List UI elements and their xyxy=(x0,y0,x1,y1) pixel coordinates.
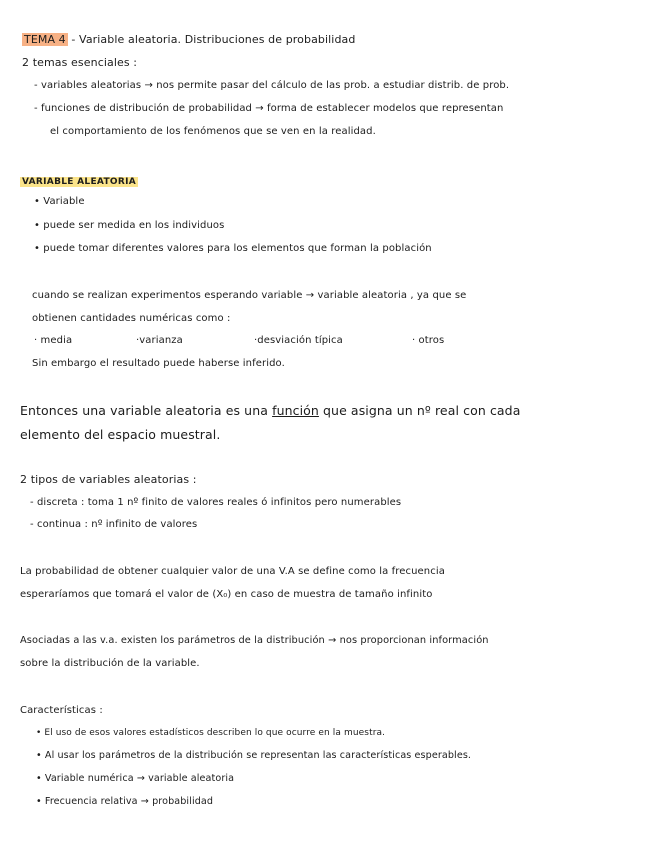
intro-item-functions-cont: el comportamiento de los fenómenos que se ven en la realidad. xyxy=(50,126,376,137)
va-bullet-1: • Variable xyxy=(34,196,85,207)
page-title xyxy=(22,33,355,46)
definition-pre: Entonces una variable aleatoria es una xyxy=(20,403,273,418)
parameters-line1: Asociadas a las v.a. existen los parámetros de la distribución → nos proporcionan información xyxy=(20,635,489,646)
va-paragraph-line1: cuando se realizan experimentos esperando variable → variable aleatoria , ya que se xyxy=(32,290,467,301)
features-title: Características : xyxy=(20,705,103,716)
type-continua: - continua : nº infinito de valores xyxy=(30,519,198,530)
va-paragraph-line2: obtienen cantidades numéricas como : xyxy=(32,313,231,324)
feature-item-4: • Frecuencia relativa → probabilidad xyxy=(36,796,214,807)
stat-media: · media xyxy=(34,335,73,346)
probability-line2: esperaríamos que tomará el valor de (X₀) en caso de muestra de tamaño infinito xyxy=(20,589,433,600)
title-text: - Variable aleatoria. Distribuciones de probabilidad xyxy=(67,33,356,46)
probability-line1: La probabilidad de obtener cualquier valor de una V.A se define como la frecuencia xyxy=(20,566,445,577)
definition-post: que asigna un nº real con cada xyxy=(318,403,521,418)
section-heading-va xyxy=(20,174,138,187)
feature-item-3: • Variable numérica → variable aleatoria xyxy=(36,773,235,784)
intro-line: 2 temas esenciales : xyxy=(22,56,138,69)
definition-line1 xyxy=(20,403,520,418)
type-discreta: - discreta : toma 1 nº finito de valores reales ó infinitos pero numerables xyxy=(30,497,402,508)
stat-desviacion: ·desviación típica xyxy=(254,335,343,346)
va-bullet-3: • puede tomar diferentes valores para los elementos que forman la población xyxy=(34,243,432,254)
definition-keyword: función xyxy=(272,403,319,418)
va-bullet-2: • puede ser medida en los individuos xyxy=(34,220,225,231)
stat-otros: · otros xyxy=(412,335,445,346)
topic-tag: TEMA 4 xyxy=(24,33,66,46)
intro-item-variables: - variables aleatorias → nos permite pasar del cálculo de las prob. a estudiar distrib. de prob. xyxy=(34,80,510,91)
parameters-line2: sobre la distribución de la variable. xyxy=(20,658,200,669)
definition-line2: elemento del espacio muestral. xyxy=(20,427,221,442)
feature-item-2: • Al usar los parámetros de la distribución se representan las características esperables. xyxy=(36,750,472,761)
va-paragraph-line3: Sin embargo el resultado puede haberse inferido. xyxy=(32,358,285,369)
feature-item-1: • El uso de esos valores estadísticos describen lo que ocurre en la muestra. xyxy=(36,728,386,738)
section-heading-label: VARIABLE ALEATORIA xyxy=(22,177,136,187)
types-title: 2 tipos de variables aleatorias : xyxy=(20,473,197,486)
intro-item-functions: - funciones de distribución de probabilidad → forma de establecer modelos que representan xyxy=(34,103,504,114)
stat-varianza: ·varianza xyxy=(136,335,183,346)
